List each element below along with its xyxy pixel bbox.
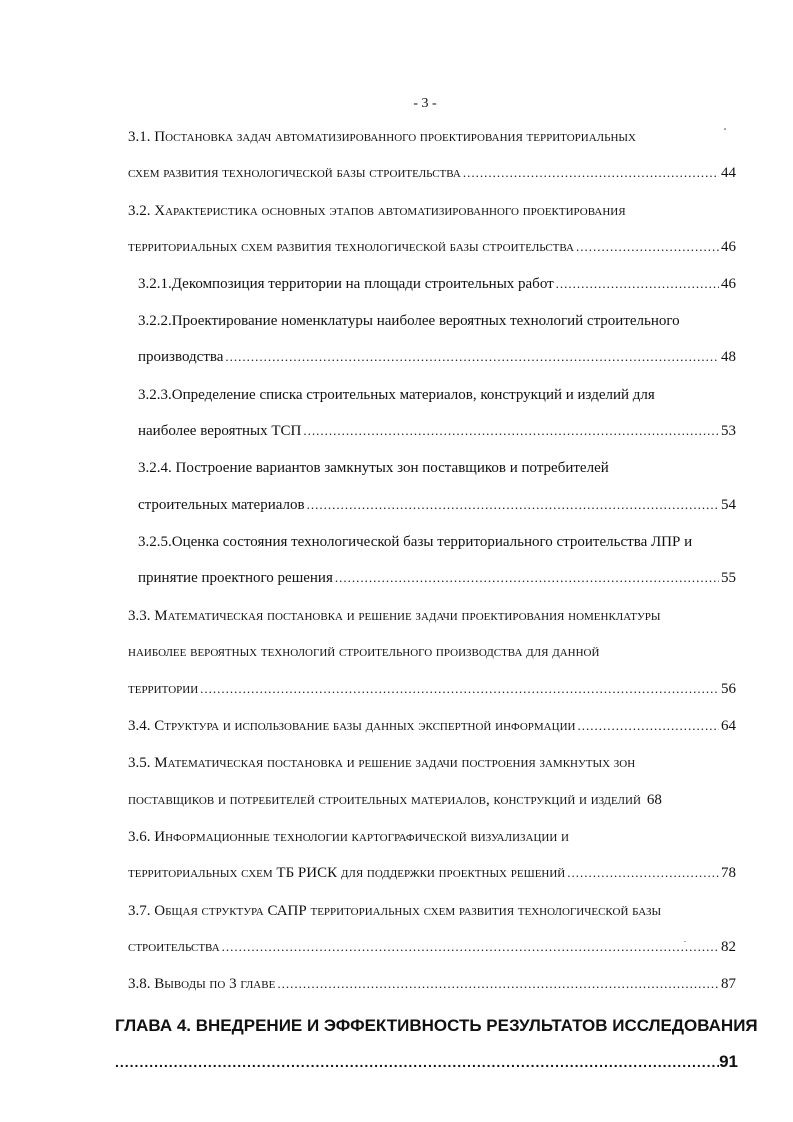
toc-entry-3-5-line2[interactable]: поставщиков и потребителей строительных материалов, конструкций и изделий 68 xyxy=(128,792,662,808)
toc-entry-3-2-1[interactable]: 3.2.1.Декомпозиция территории на площади строительных работ ..... 46 xyxy=(138,275,736,293)
toc-entry-3-2-4-line2[interactable]: строительных материалов ..... 54 xyxy=(138,496,736,514)
page-ref: 48 xyxy=(721,349,736,365)
page-ref: 87 xyxy=(721,976,736,992)
toc-entry-3-3-line3[interactable]: территории ..... 56 xyxy=(128,680,736,698)
page-ref: 64 xyxy=(721,718,736,734)
toc-entry-3-5-line1[interactable]: 3.5. Математическая постановка и решение задачи построения замкнутых зон xyxy=(128,755,636,771)
toc-entry-3-2-4-line1[interactable]: 3.2.4. Построение вариантов замкнутых зон поставщиков и потребителей xyxy=(138,460,609,476)
page-ref: 55 xyxy=(721,570,736,586)
toc-entry-3-7-line1[interactable]: 3.7. Общая структура САПР территориальных схем развития технологической базы xyxy=(128,903,662,919)
toc-entry-3-2-line2[interactable]: территориальных схем развития технологической базы строительства ..... 46 xyxy=(128,238,736,256)
scan-speck xyxy=(724,128,726,130)
toc-entry-3-4[interactable]: 3.4. Структура и использование базы данных экспертной информации ..... 64 xyxy=(128,717,736,735)
toc-entry-3-2-3-line1[interactable]: 3.2.3.Определение списка строительных материалов, конструкций и изделий для xyxy=(138,387,655,403)
chapter-4-title[interactable]: ГЛАВА 4. ВНЕДРЕНИЕ И ЭФФЕКТИВНОСТЬ РЕЗУЛЬТАТОВ ИССЛЕДОВАНИЯ xyxy=(115,1016,758,1035)
toc-entry-3-6-line1[interactable]: 3.6. Информационные технологии картографической визуализации и xyxy=(128,829,569,845)
toc-entry-3-2-line1[interactable]: 3.2. Характеристика основных этапов автоматизированного проектирования xyxy=(128,203,626,219)
page-ref: 46 xyxy=(721,239,736,255)
toc-entry-3-2-2-line2[interactable]: производства ..... 48 xyxy=(138,348,736,366)
toc-entry-3-3-line1[interactable]: 3.3. Математическая постановка и решение задачи проектирования номенклатуры xyxy=(128,608,661,624)
toc-entry-3-1-line1[interactable]: 3.1. Постановка задач автоматизированного проектирования территориальных xyxy=(128,129,636,145)
toc-entry-3-6-line2[interactable]: территориальных схем ТБ РИСК для поддержки проектных решений ..... 78 xyxy=(128,864,736,882)
chapter-4-page-row[interactable] xyxy=(115,1052,738,1072)
toc-entry-3-7-line2[interactable]: строительства ..... 82 xyxy=(128,938,736,956)
page-ref: 44 xyxy=(721,165,736,181)
page-ref: 54 xyxy=(721,497,736,513)
toc-entry-3-2-2-line1[interactable]: 3.2.2.Проектирование номенклатуры наиболее вероятных технологий строительного xyxy=(138,313,680,329)
page-ref: 82 xyxy=(721,939,736,955)
toc-entry-3-8[interactable]: 3.8. Выводы по 3 главе ..... 87 xyxy=(128,975,736,993)
toc-entry-3-2-5-line2[interactable]: принятие проектного решения ..... 55 xyxy=(138,569,736,587)
page-ref: 68 xyxy=(646,792,662,808)
toc-entry-3-1-line2[interactable]: схем развития технологической базы строительства ..... 44 xyxy=(128,164,736,182)
toc-entry-3-2-5-line1[interactable]: 3.2.5.Оценка состояния технологической базы территориального строительства ЛПР и xyxy=(138,534,693,550)
toc-entry-3-3-line2[interactable]: наиболее вероятных технологий строительного производства для данной xyxy=(128,644,600,660)
scan-speck xyxy=(684,941,686,942)
page-ref: 78 xyxy=(721,865,736,881)
page-ref: 56 xyxy=(721,681,736,697)
page-number: - 3 - xyxy=(413,96,437,111)
toc-entry-3-2-3-line2[interactable]: наиболее вероятных ТСП ..... 53 xyxy=(138,422,736,440)
page-ref: 53 xyxy=(721,423,736,439)
page-ref: 46 xyxy=(721,276,736,292)
page-ref: 91 xyxy=(719,1052,738,1071)
